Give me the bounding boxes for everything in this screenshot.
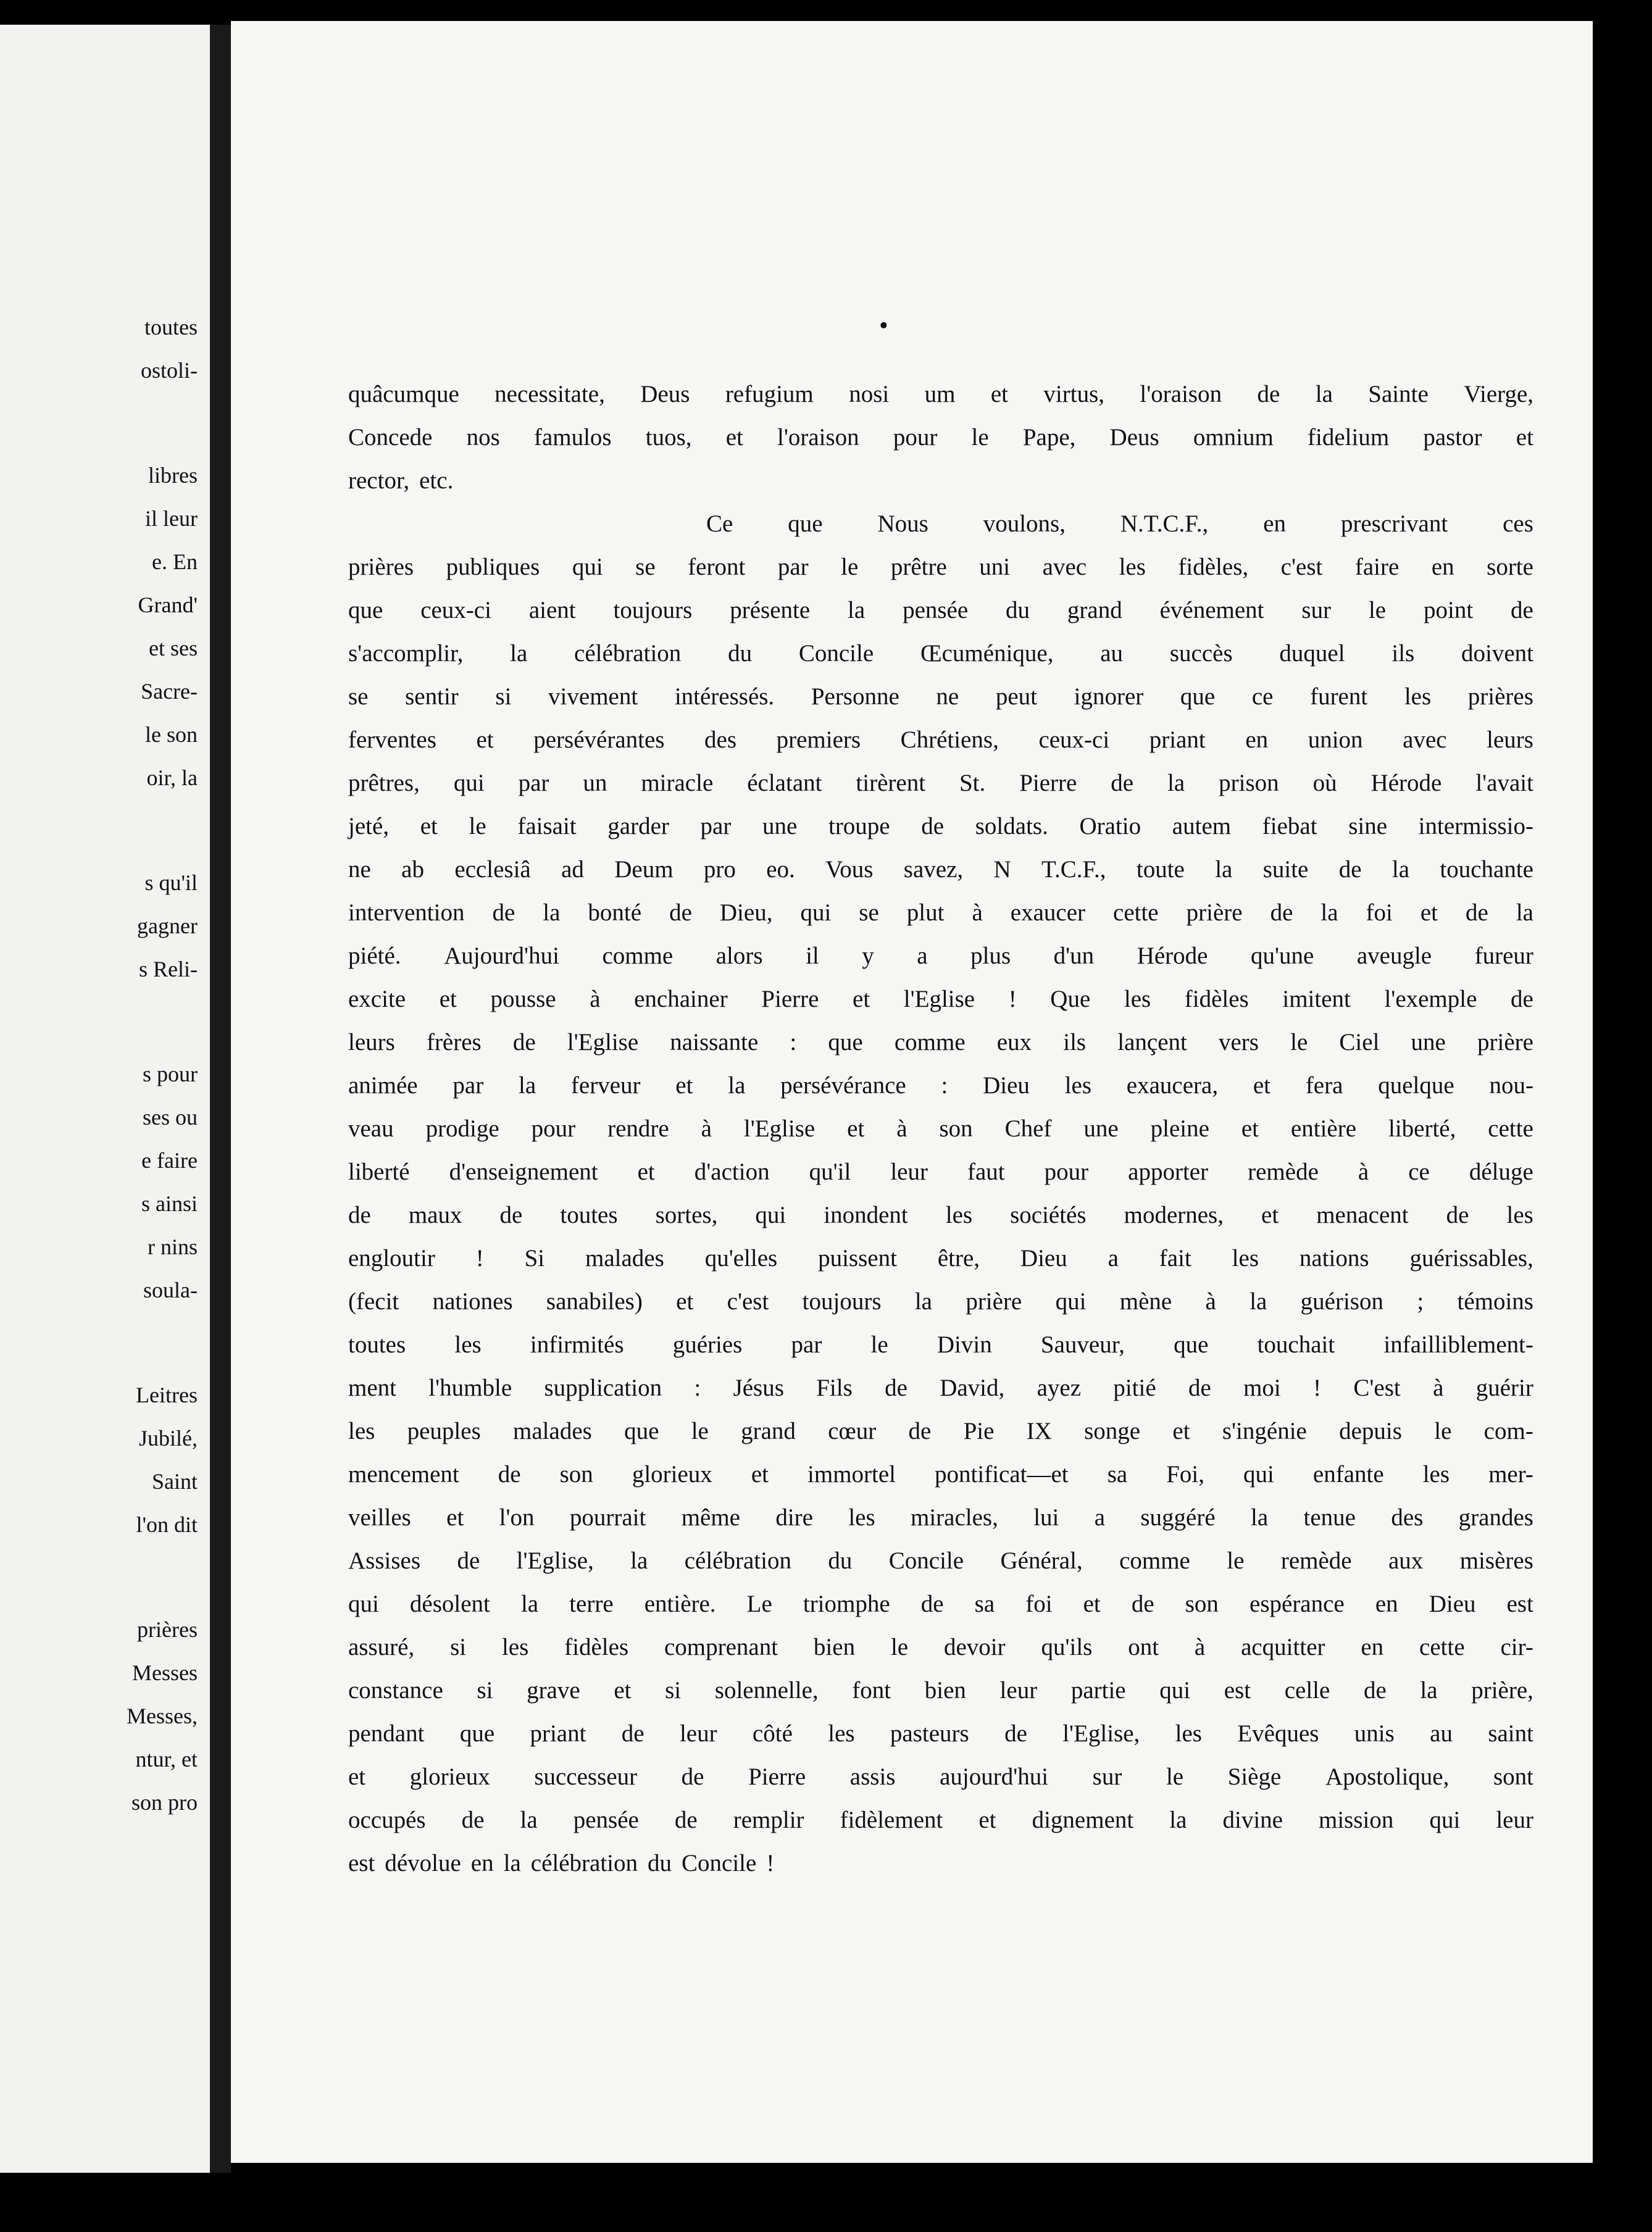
text-line: et glorieux successeur de Pierre assis aujourd'hui sur le Siège Apostolique, sont	[348, 1764, 1533, 1790]
left-page-text-fragment: ntur, et	[135, 1747, 198, 1772]
left-page-text-fragment: Sacre-	[141, 679, 198, 704]
left-page-text-fragment: s pour	[143, 1062, 198, 1086]
left-page-text-fragment: Saint	[151, 1469, 198, 1494]
left-page-text-fragment: soula-	[143, 1278, 198, 1302]
left-page-text-fragment: r nins	[148, 1235, 198, 1259]
left-page-text-fragment: le son	[145, 722, 198, 747]
text-line: leurs frères de l'Eglise naissante : que comme eux ils lançent vers le Ciel une prière	[348, 1029, 1533, 1056]
left-page-text-fragment: Messes	[132, 1660, 198, 1685]
left-page-text-fragment: l'on dit	[136, 1512, 198, 1537]
text-line: assuré, si les fidèles comprenant bien le devoir qu'ils ont à acquitter en cette cir-	[348, 1634, 1533, 1660]
text-line: excite et pousse à enchainer Pierre et l'Eglise ! Que les fidèles imitent l'exemple de	[348, 986, 1533, 1012]
scan-border	[0, 2173, 1652, 2232]
text-line: prêtres, qui par un miracle éclatant tirèrent St. Pierre de la prison où Hérode l'avait	[348, 770, 1533, 796]
text-line: Ce que Nous voulons, N.T.C.F., en prescrivant ces	[706, 510, 1533, 537]
text-line: pendant que priant de leur côté les pasteurs de l'Eglise, les Evêques unis au saint	[348, 1720, 1533, 1747]
left-page-text-fragment: son pro	[131, 1790, 198, 1815]
left-page-text-fragment: e faire	[141, 1148, 198, 1173]
left-page-text-fragment: oir, la	[146, 765, 198, 790]
body-text	[348, 373, 1533, 1885]
text-line: mencement de son glorieux et immortel pontificat—et sa Foi, qui enfante les mer-	[348, 1461, 1533, 1488]
left-page-text-fragment: Grand'	[138, 593, 198, 617]
text-line: Concede nos famulos tuos, et l'oraison pour le Pape, Deus omnium fidelium pastor et	[348, 424, 1533, 451]
right-page	[231, 21, 1593, 2163]
left-page-text-fragment: et ses	[149, 636, 198, 660]
text-line: Assises de l'Eglise, la célébration du Concile Général, comme le remède aux misères	[348, 1547, 1533, 1574]
left-page-text-fragment: ostoli-	[140, 358, 198, 383]
text-line: que ceux-ci aient toujours présente la pensée du grand événement sur le point de	[348, 597, 1533, 623]
left-page-text-fragment: il leur	[145, 506, 198, 531]
text-line: ferventes et persévérantes des premiers Chrétiens, ceux-ci priant en union avec leurs	[348, 727, 1533, 753]
left-page-text-fragment: s ainsi	[141, 1191, 198, 1216]
text-line: animée par la ferveur et la persévérance : Dieu les exaucera, et fera quelque nou-	[348, 1072, 1533, 1099]
text-line: ment l'humble supplication : Jésus Fils de David, ayez pitié de moi ! C'est à guérir	[348, 1375, 1533, 1401]
text-line: se sentir si vivement intéressés. Personne ne peut ignorer que ce furent les prières	[348, 683, 1533, 710]
book-gutter	[210, 25, 231, 2173]
text-line: jeté, et le faisait garder par une troupe de soldats. Oratio autem fiebat sine intermissio-	[348, 813, 1533, 839]
text-line: est dévolue en la célébration du Concile !	[348, 1850, 775, 1876]
text-line: ne ab ecclesiâ ad Deum pro eo. Vous savez, N T.C.F., toute la suite de la touchante	[348, 856, 1533, 883]
left-page-text-fragment: s qu'il	[144, 870, 198, 895]
text-line: veau prodige pour rendre à l'Eglise et à son Chef une pleine et entière liberté, cette	[348, 1115, 1533, 1142]
left-page-text-fragment: e. En	[152, 549, 198, 574]
text-line: rector, etc.	[348, 467, 454, 494]
left-page-text-fragment: prières	[137, 1617, 198, 1642]
text-line: occupés de la pensée de remplir fidèlement et dignement la divine mission qui leur	[348, 1807, 1533, 1833]
text-line: s'accomplir, la célébration du Concile Œcuménique, au succès duquel ils doivent	[348, 640, 1533, 667]
left-page-text-fragment: s Reli-	[139, 957, 198, 981]
text-line: quâcumque necessitate, Deus refugium nosi um et virtus, l'oraison de la Sainte Vierge,	[348, 381, 1533, 407]
left-page-text-fragment: Messes,	[127, 1704, 198, 1728]
left-page-text-fragment: ses ou	[143, 1105, 198, 1130]
text-line: piété. Aujourd'hui comme alors il y a plus d'un Hérode qu'une aveugle fureur	[348, 943, 1533, 969]
text-line: liberté d'enseignement et d'action qu'il leur faut pour apporter remède à ce déluge	[348, 1159, 1533, 1185]
left-page-text-fragment: libres	[148, 463, 198, 488]
left-page-fragment	[0, 25, 215, 2173]
text-line: de maux de toutes sortes, qui inondent les sociétés modernes, et menacent de les	[348, 1202, 1533, 1228]
text-line: qui désolent la terre entière. Le triomphe de sa foi et de son espérance en Dieu est	[348, 1591, 1533, 1617]
text-line: toutes les infirmités guéries par le Divin Sauveur, que touchait infailliblement-	[348, 1331, 1533, 1358]
text-line: les peuples malades que le grand cœur de Pie IX songe et s'ingénie depuis le com-	[348, 1418, 1533, 1444]
left-page-text-fragment: gagner	[137, 914, 198, 938]
text-line: intervention de la bonté de Dieu, qui se plut à exaucer cette prière de la foi et de la	[348, 899, 1533, 926]
text-line: engloutir ! Si malades qu'elles puissent être, Dieu a fait les nations guérissables,	[348, 1245, 1533, 1272]
page-mark: •	[879, 312, 888, 340]
left-page-text-fragment: Leitres	[136, 1383, 198, 1407]
text-line: (fecit nationes sanabiles) et c'est toujours la prière qui mène à la guérison ; témoins	[348, 1288, 1533, 1315]
text-line: prières publiques qui se feront par le prêtre uni avec les fidèles, c'est faire en sorte	[348, 554, 1533, 580]
left-page-text-fragment: toutes	[144, 315, 198, 339]
text-line: veilles et l'on pourrait même dire les miracles, lui a suggéré la tenue des grandes	[348, 1504, 1533, 1531]
text-line: constance si grave et si solennelle, font bien leur partie qui est celle de la prière,	[348, 1677, 1533, 1704]
left-page-text-fragment: Jubilé,	[139, 1426, 198, 1451]
